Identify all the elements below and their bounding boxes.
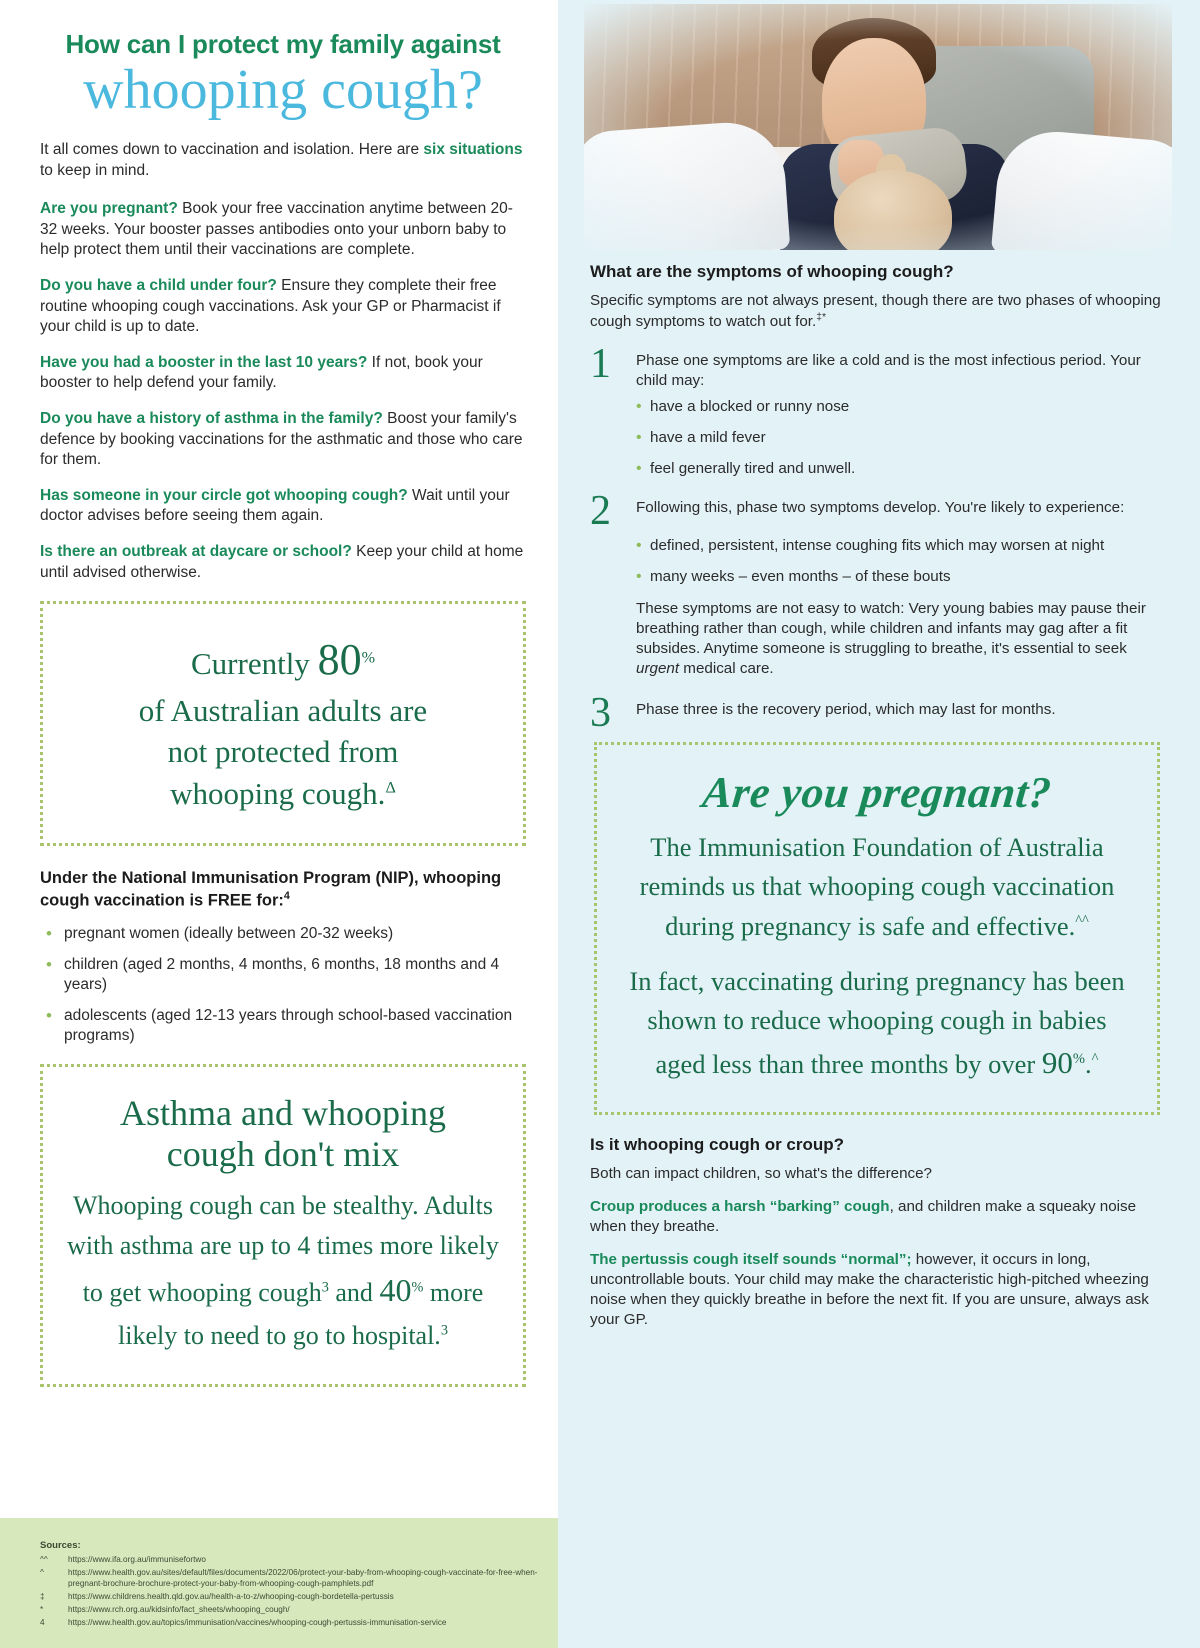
situation-text: Ensure they complete their free routine whooping cough vaccinations. Ask your GP or Pharmacist if your child is up to date. [40,276,501,336]
asthma-callout-box [40,1064,526,1387]
stat-callout-box [40,601,526,846]
situation-text: Keep your child at home until advised otherwise. [40,543,524,581]
intro-paragraph [40,140,526,181]
phase2-note [636,599,1164,679]
source-url[interactable]: https://www.rch.org.au/kidsinfo/fact_sheets/whooping_cough/ [68,1605,290,1615]
phase-text: Phase one symptoms are like a cold and is the most infectious period. Your child may: [636,352,1141,390]
phase2-note-emphasis: urgent [636,660,680,678]
phase2-note-b: medical care. [679,660,774,678]
source-marker: ^^ [40,1554,48,1564]
situation-title: Has someone in your circle got whooping cough? [40,486,408,504]
nip-footnote-mark: 4 [283,889,290,902]
intro-post: to keep in mind. [40,161,150,179]
nip-heading-text: Under the National Immunisation Program (NIP), whooping cough vaccination is FREE for: [40,869,502,910]
situation-text: Book your free vaccination anytime between 20-32 weeks. Your booster passes antibodies onto your unborn baby to help protect them until their vaccinations are complete. [40,200,513,259]
asthma-body-a: Whooping cough can be stealthy. Adults with asthma are up to 4 times more likely to get whooping cough [67,1190,499,1308]
situation-item [40,409,526,471]
stat-line3: not protected from [167,734,399,770]
source-marker: * [40,1605,44,1615]
croup-heading: Is it whooping cough or croup? [590,1135,845,1155]
phase-number: 1 [590,341,611,388]
phase2-bullets [636,536,1164,587]
phase-row-1 [590,341,1164,391]
pregnancy-paragraph-1 [623,828,1131,946]
situation-text: If not, book your booster to help defend your family. [40,353,483,392]
situation-item [40,353,526,394]
phase-text: Phase three is the recovery period, which may last for months. [636,700,1056,718]
page-title-main: whooping cough? [83,58,483,121]
stat-number: 80 [317,635,362,685]
pregnancy-script-title: Are you pregnant? [700,768,1054,818]
source-marker: ‡ [40,1592,45,1602]
source-entry [40,1617,538,1629]
hero-photo [558,0,1200,252]
situation-title: Is there an outbreak at daycare or school? [40,543,352,561]
phase-row-3 [590,689,1164,736]
croup-description [590,1197,1164,1237]
asthma-body-c: more likely to need to go to hospital. [118,1278,484,1351]
asthma-stat-number: 40 [379,1272,412,1309]
pregnancy-para2-a: In fact, vaccinating during pregnancy has been shown to reduce whooping cough in babies aged less than three months by over [629,965,1125,1080]
situation-item [40,199,526,261]
source-entry [40,1591,538,1603]
source-url[interactable]: https://www.childrens.health.qld.gov.au/health-a-to-z/whooping-cough-bordetella-pertussis [68,1592,394,1602]
pertussis-description [590,1250,1164,1330]
asthma-title [65,1093,501,1174]
situation-text: Boost your family's defence by booking vaccinations for the asthmatic and those who care for them. [40,409,523,469]
croup-intro: Both can impact children, so what's the difference? [590,1165,933,1183]
situation-item [40,276,526,338]
list-item: • many weeks – even months – of these bouts [636,567,1164,587]
symptoms-intro [590,291,1164,332]
situation-title: Do you have a history of asthma in the family? [40,409,383,427]
source-url[interactable]: https://www.health.gov.au/sites/default/files/documents/2022/06/protect-your-baby-from-whooping-cough-vaccinate-for-free-when-pregnant-brochure-brochure-protect-your-baby-from-whooping-cough-pamphlets.pdf [68,1567,538,1589]
source-marker: ^ [40,1567,44,1577]
list-item: • children (aged 2 months, 4 months, 6 months, 18 months and 4 years) [44,955,526,995]
pregnancy-footnote-2: ^ [1091,1051,1099,1068]
list-item: • feel generally tired and unwell. [636,459,1164,479]
source-entry [40,1554,538,1566]
nip-heading [40,868,526,911]
croup-bold-phrase: Croup produces a harsh “barking” cough [590,1198,890,1216]
pregnancy-percent-sign: % [1072,1051,1086,1068]
nip-list [44,924,526,1047]
asthma-percent-sign: % [411,1279,424,1296]
pregnancy-para2-b: . [1085,1049,1092,1080]
situation-item [40,542,526,583]
list-item: • defined, persistent, intense coughing fits which may worsen at night [636,536,1164,556]
situation-title: Have you had a booster in the last 10 years? [40,353,368,371]
list-item: • pregnant women (ideally between 20-32 weeks) [44,924,526,944]
right-content [558,252,1200,1331]
phase1-bullets [636,397,1164,479]
intro-bold: six situations [423,140,523,158]
phase-text: Following this, phase two symptoms develop. You're likely to experience: [636,498,1125,516]
photo-vignette [584,4,1172,250]
phase2-note-a: These symptoms are not easy to watch: Very young babies may pause their breathing rather than cough, while children and infants may gag after a fit subsides. Anytime someone is struggling to breathe, it's essential to seek [636,600,1146,658]
stat-line2: of Australian adults are [138,692,428,728]
coughing-child-image [584,4,1172,250]
situation-title: Are you pregnant? [40,200,178,218]
situation-text: Wait until your doctor advises before seeing them again. [40,486,510,525]
source-url[interactable]: https://www.health.gov.au/topics/immunisation/vaccines/whooping-cough-pertussis-immunisation-service [68,1618,447,1628]
source-marker: 4 [40,1618,45,1628]
pregnancy-footnote-1: ^^ [1075,912,1089,929]
phase-number: 2 [590,487,611,534]
asthma-title-line2: cough don't mix [166,1133,400,1174]
pertussis-rest-text: however, it occurs in long, uncontrollable bouts. Your child may make the characteristic high-pitched wheezing noise when they quickly breathe in before the next fit. If you are unsure, always ask your GP. [590,1251,1149,1329]
symptoms-intro-text: Specific symptoms are not always present, though there are two phases of whooping cough symptoms to watch out for. [590,292,1161,331]
situation-title: Do you have a child under four? [40,276,277,294]
list-item: • have a mild fever [636,428,1164,448]
pregnancy-para1-text: The Immunisation Foundation of Australia reminds us that whooping cough vaccination during pregnancy is safe and effective. [639,832,1115,941]
source-entry [40,1567,538,1591]
stat-percent-sign: % [361,649,375,667]
phase-row-2 [590,487,1164,534]
left-content [0,0,558,1387]
sources-band [0,1518,558,1648]
phase-number: 3 [590,689,611,736]
asthma-footnote-1: 3 [321,1279,329,1296]
asthma-title-line1: Asthma and whooping [120,1093,446,1134]
symptoms-footnote-mark: ‡* [816,312,826,324]
left-column [0,0,558,1648]
sources-title: Sources: [40,1539,81,1551]
page-title-top: How can I protect my family against [65,29,501,59]
symptoms-heading: What are the symptoms of whooping cough? [590,262,954,281]
intro-pre: It all comes down to vaccination and isolation. Here are [40,140,424,158]
pertussis-bold-phrase: The pertussis cough itself sounds “normal”; [590,1251,912,1269]
list-item: • adolescents (aged 12-13 years through school-based vaccination programs) [44,1006,526,1046]
asthma-body [65,1186,501,1356]
source-url[interactable]: https://www.ifa.org.au/immunisefortwo [68,1554,206,1564]
pregnancy-paragraph-2 [623,962,1131,1086]
right-column [558,0,1200,1648]
croup-rest-text: , and children make a squeaky noise when they breathe. [590,1198,1137,1236]
asthma-body-b: and [328,1278,380,1308]
source-entry [40,1604,538,1616]
stat-line1-pre: Currently [191,646,318,682]
stat-footnote-mark: Δ [385,780,396,797]
situation-item [40,486,526,527]
pregnancy-callout-box [594,742,1160,1115]
list-item: • have a blocked or runny nose [636,397,1164,417]
stat-text [65,630,501,815]
pregnancy-stat-number: 90 [1041,1045,1073,1081]
stat-line4: whooping cough. [170,776,386,812]
asthma-footnote-2: 3 [440,1322,448,1339]
